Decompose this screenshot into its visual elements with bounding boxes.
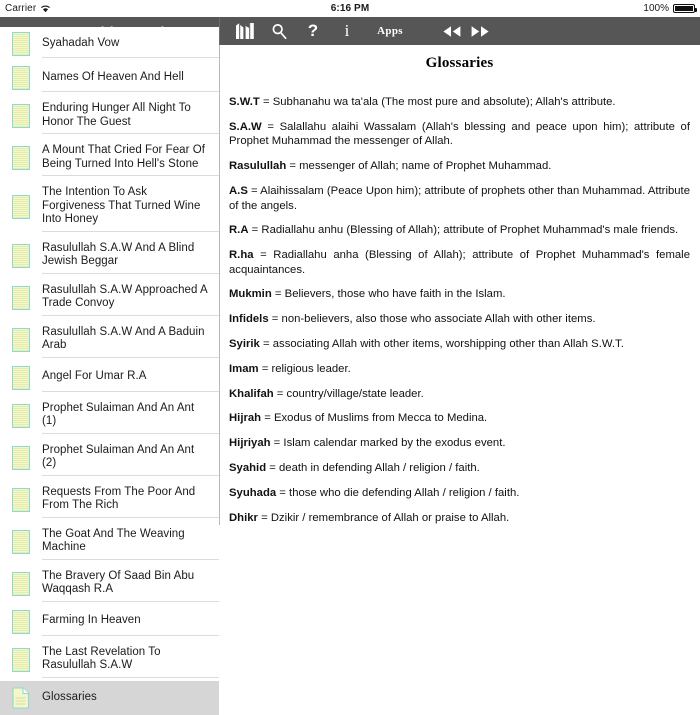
- apps-button[interactable]: Apps: [377, 25, 403, 37]
- sidebar-item-glossaries[interactable]: [0, 681, 219, 715]
- list-item[interactable]: [0, 437, 219, 479]
- glossary-entry: [229, 287, 690, 302]
- sidebar[interactable]: [0, 36, 220, 703]
- document-icon: [0, 446, 42, 470]
- glossary-term: Syirik: [229, 338, 260, 351]
- glossary-definition: = Believers, those who have faith in the Islam.: [271, 288, 506, 301]
- document-icon: [0, 328, 42, 352]
- glossary-term: Hijriyah: [229, 437, 271, 450]
- document-icon: [0, 66, 42, 90]
- list-item[interactable]: [0, 521, 219, 563]
- wifi-icon: [40, 4, 51, 13]
- glossary-definition: = messenger of Allah; name of Prophet Muhammad.: [286, 160, 552, 173]
- glossary-term: S.W.T: [229, 96, 260, 108]
- list-item-label: Requests From The Poor And From The Rich: [42, 485, 196, 511]
- glossary-entry: [229, 337, 690, 352]
- glossary-definition: = Radiallahu anhu (Blessing of Allah); attribute of Prophet Muhammad's male friends.: [248, 224, 679, 237]
- list-item[interactable]: [0, 639, 219, 681]
- glossary-definition: = associating Allah with other items, worshipping other than Allah S.W.T.: [259, 338, 624, 351]
- glossary-term: R.ha: [229, 249, 254, 262]
- glossary-entry: [229, 486, 690, 501]
- document-icon: [0, 366, 42, 390]
- split-view: [0, 36, 700, 703]
- document-icon: [0, 32, 42, 56]
- glossary-definition: = Islam calendar marked by the exodus event.: [270, 437, 506, 450]
- story-list[interactable]: [0, 27, 219, 715]
- list-item-label: Glossaries: [42, 690, 97, 703]
- glossary-definition: = religious leader.: [258, 362, 351, 375]
- document-icon: [0, 648, 42, 672]
- glossary-term: Imam: [229, 362, 259, 375]
- list-item-label: Rasulullah S.A.W And A Baduin Arab: [42, 325, 205, 351]
- list-item-label: Farming In Heaven: [42, 614, 141, 627]
- list-item-label: Names Of Heaven And Hell: [42, 70, 184, 83]
- glossary-term: Rasulullah: [229, 160, 287, 173]
- list-item[interactable]: [0, 395, 219, 437]
- list-item-label: Syahadah Vow: [42, 36, 120, 49]
- list-item[interactable]: [0, 605, 219, 639]
- list-item[interactable]: [0, 27, 219, 61]
- list-item[interactable]: [0, 277, 219, 319]
- document-icon: [0, 572, 42, 596]
- glossary-definition: = Dzikir / remembrance of Allah or praise to Allah.: [257, 511, 510, 524]
- glossary-term: Syahid: [229, 461, 267, 474]
- glossary-entry: [229, 461, 690, 476]
- list-item-label: Rasulullah S.A.W Approached A Trade Convoy: [42, 283, 208, 309]
- list-item-label: Enduring Hunger All Night To Honor The Guest: [42, 102, 191, 128]
- glossary-definition: = Alaihissalam (Peace Upon him); attribute of prophets other than Muhammad. Attribute of the angels.: [229, 184, 690, 212]
- info-icon[interactable]: i: [344, 21, 350, 40]
- search-icon[interactable]: [262, 17, 296, 45]
- document-icon: [0, 404, 42, 428]
- document-title: Glossaries: [425, 55, 494, 71]
- glossary-entry: [229, 159, 690, 174]
- clock-label: 6:16 PM: [330, 3, 370, 14]
- next-icon[interactable]: [466, 17, 494, 45]
- list-item[interactable]: [0, 319, 219, 361]
- document-icon: [0, 104, 42, 128]
- list-item-label: The Goat And The Weaving Machine: [42, 527, 185, 553]
- glossary-entry: [229, 362, 690, 377]
- glossary-definition: = Salallahu alaihi Wassalam (Allah's blessing and peace upon him); attribute of Prophet Muhammad the messenger of Allah.: [229, 120, 690, 148]
- document-icon: [0, 195, 42, 219]
- glossary-entry: [229, 511, 690, 526]
- glossary-definition: = country/village/state leader.: [273, 387, 424, 400]
- status-bar-left: [5, 3, 155, 14]
- glossary-entry: [229, 312, 690, 327]
- list-item-label: The Intention To Ask Forgiveness That Turned Wine Into Honey: [42, 186, 201, 225]
- glossary-entry: [229, 411, 690, 426]
- battery-full-icon: [673, 4, 695, 13]
- list-item[interactable]: [0, 179, 219, 235]
- list-item-label: Angel For Umar R.A: [42, 370, 147, 383]
- list-item[interactable]: [0, 361, 219, 395]
- document-icon: [0, 146, 42, 170]
- list-item[interactable]: [0, 137, 219, 179]
- glossary-term: Syuhada: [229, 486, 277, 499]
- list-item[interactable]: [0, 95, 219, 137]
- glossary-definition: = death in defending Allah / religion / faith.: [266, 461, 480, 474]
- glossary-definition: = non-believers, also those who associate Allah with other items.: [268, 313, 596, 326]
- list-item-label: A Mount That Cried For Fear Of Being Turned Into Hell's Stone: [42, 144, 205, 170]
- glossary-term: A.S: [229, 184, 248, 197]
- list-item-label: Rasulullah S.A.W And A Blind Jewish Beggar: [42, 241, 195, 267]
- list-item-label: Prophet Sulaiman And An Ant (1): [42, 401, 195, 427]
- glossary-entry: [229, 387, 690, 402]
- carrier-label: Carrier: [5, 3, 37, 14]
- list-item[interactable]: [0, 479, 219, 521]
- glossary-definition: = Subhanahu wa ta'ala (The most pure and absolute); Allah's attribute.: [259, 96, 616, 108]
- glossary-definition: = Exodus of Muslims from Mecca to Medina.: [261, 412, 488, 425]
- glossary-entry: [229, 223, 690, 238]
- list-item-label: The Last Revelation To Rasulullah S.A.W: [42, 645, 161, 671]
- glossary-entry: [229, 248, 690, 277]
- list-item-label: Prophet Sulaiman And An Ant (2): [42, 443, 195, 469]
- glossary-term: Infidels: [229, 313, 269, 326]
- document-icon: [0, 488, 42, 512]
- document-icon: [0, 244, 42, 268]
- toolbar: [220, 17, 700, 45]
- glossary-term: Khalifah: [229, 387, 274, 400]
- content-pane: [221, 45, 700, 525]
- document-icon: [0, 530, 42, 554]
- glossary-entry: [229, 436, 690, 451]
- glossary-entry: [229, 184, 690, 213]
- status-bar-right: [545, 3, 695, 14]
- glossary-term: Mukmin: [229, 288, 272, 301]
- glossary-definition: = Radiallahu anha (Blessing of Allah); attribute of Prophet Muhammad's female acquaintances.: [229, 249, 690, 276]
- glossary-term: Hijrah: [229, 412, 262, 425]
- glossary-entry: [229, 120, 690, 149]
- glossary-definition: = those who die defending Allah / religion / faith.: [276, 486, 520, 499]
- list-item[interactable]: [0, 61, 219, 95]
- glossary-term: Dhikr: [229, 511, 258, 524]
- glossary-entries: [229, 95, 690, 525]
- document-icon: [0, 286, 42, 310]
- glossary-term: S.A.W: [229, 120, 262, 133]
- help-icon[interactable]: ?: [307, 21, 319, 40]
- library-icon[interactable]: [228, 17, 262, 45]
- ios-status-bar: [0, 0, 700, 17]
- document-icon: [0, 610, 42, 634]
- previous-icon[interactable]: [438, 17, 466, 45]
- list-item[interactable]: [0, 563, 219, 605]
- list-item[interactable]: [0, 235, 219, 277]
- glossary-term: R.A: [229, 224, 249, 237]
- glossary-entry: [229, 95, 690, 110]
- page-fold-icon: [0, 687, 42, 709]
- list-item-label: The Bravery Of Saad Bin Abu Waqqash R.A: [42, 569, 195, 595]
- battery-percent-label: 100%: [643, 3, 669, 14]
